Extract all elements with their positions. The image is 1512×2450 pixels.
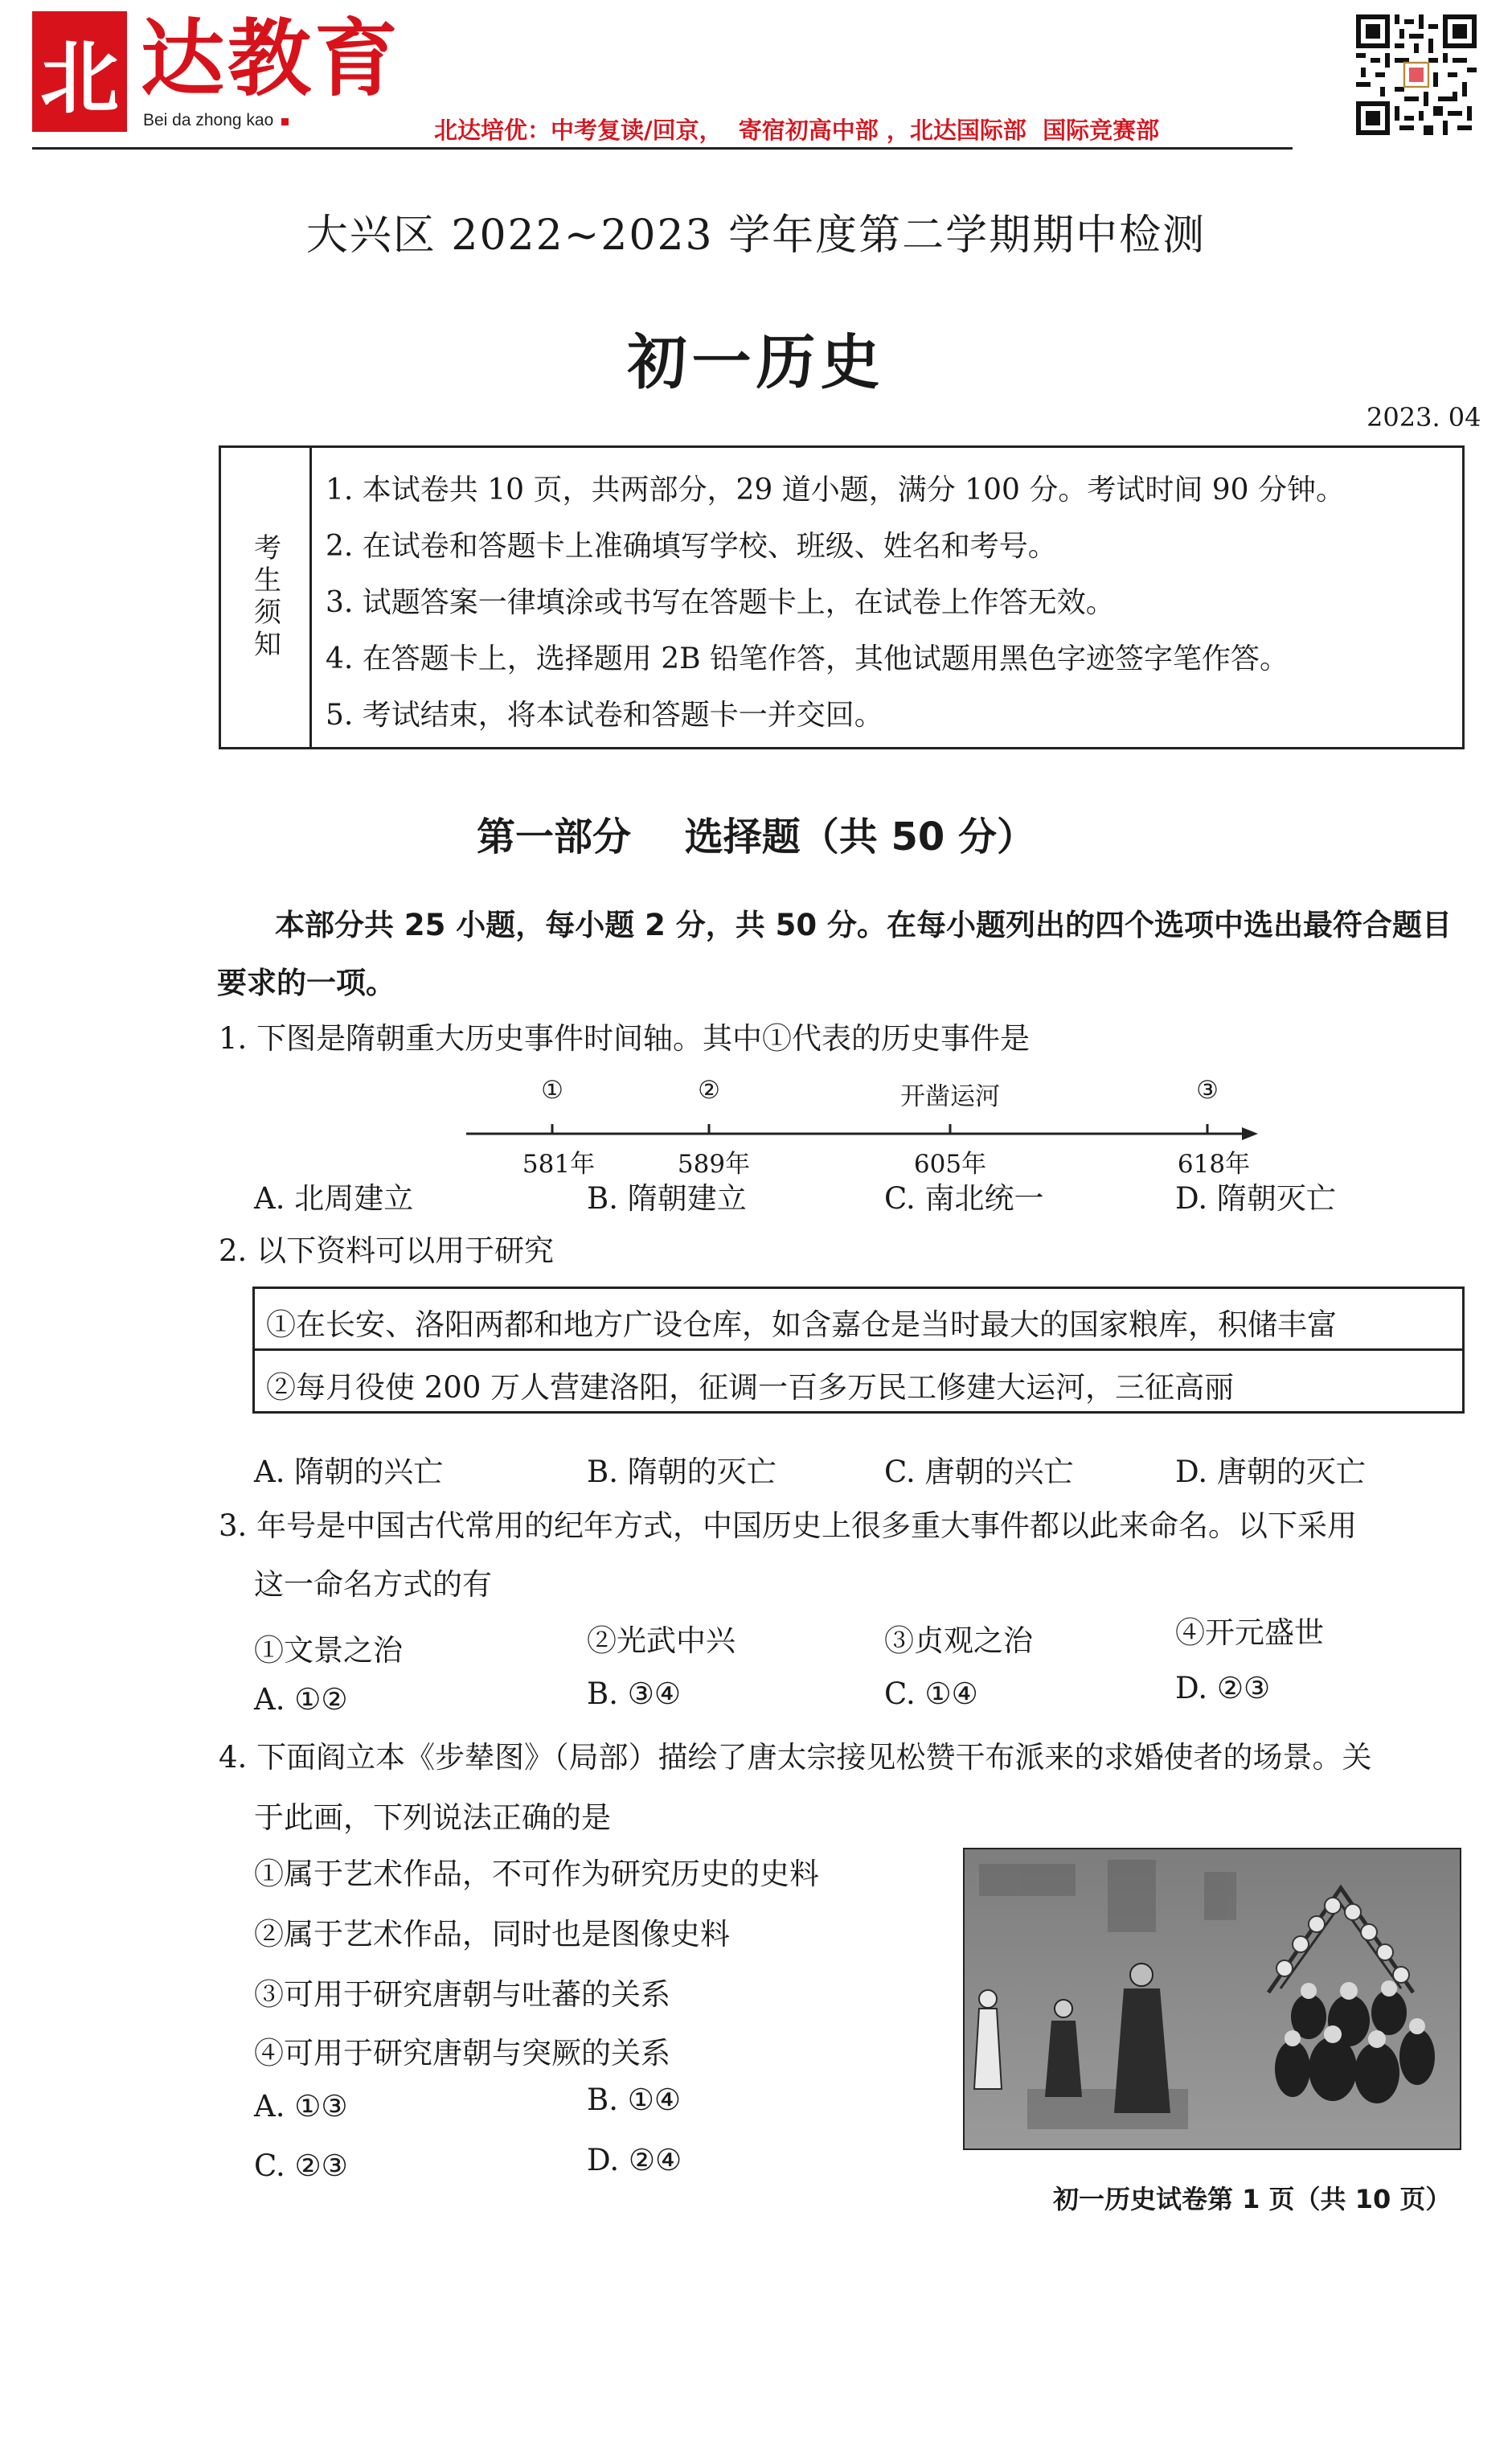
- q2-material: ②每月役使 200 万人营建洛阳，征调一百多万民工修建大运河，三征高丽: [266, 1370, 1235, 1405]
- exam-title: 大兴区 2022~2023 学年度第二学期期中检测: [305, 211, 1207, 260]
- q3-option-a[interactable]: A. ①②: [254, 1682, 348, 1717]
- qr-code-icon: [1356, 14, 1477, 135]
- q2-materials-box: [252, 1287, 1465, 1414]
- q1-option-d[interactable]: D. 隋朝灭亡: [1175, 1181, 1336, 1216]
- notice-item: 3. 试题答案一律填涂或书写在答题卡上，在试卷上作答无效。: [326, 586, 1115, 619]
- brand-pinyin-text: Bei da zhong kao: [143, 111, 274, 129]
- q1-option-c[interactable]: C. 南北统一: [884, 1181, 1044, 1216]
- question-4-stem: 4. 下面阎立本《步辇图》（局部）描绘了唐太宗接见松赞干布派来的求婚使者的场景。关: [219, 1740, 1372, 1775]
- subject-title: 初一历史: [627, 328, 885, 397]
- section-intro: 本部分共 25 小题，每小题 2 分，共 50 分。在每小题列出的四个选项中选出最符合题目要求的一项。: [217, 908, 1453, 1000]
- timeline-year: 581年: [522, 1150, 596, 1179]
- q4-statement: ④可用于研究唐朝与突厥的关系: [254, 2036, 670, 2070]
- timeline-label: 开凿运河: [900, 1082, 1000, 1111]
- q3-item: ③贞观之治: [884, 1623, 1033, 1658]
- notice-label: 考生须知: [248, 533, 281, 662]
- question-1-stem: 1. 下图是隋朝重大历史事件时间轴。其中①代表的历史事件是: [219, 1021, 1031, 1056]
- q4-option-a[interactable]: A. ①③: [254, 2089, 348, 2124]
- question-2-stem: 2. 以下资料可以用于研究: [219, 1233, 555, 1268]
- header-divider: [32, 147, 1293, 150]
- brand-logo-char: 北: [39, 32, 119, 125]
- notice-label-cell: [221, 448, 312, 747]
- q4-option-d[interactable]: D. ②④: [587, 2143, 682, 2177]
- q4-option-b[interactable]: B. ①④: [587, 2083, 682, 2117]
- painting-image: [963, 1848, 1461, 2150]
- materials-divider: [255, 1348, 1462, 1351]
- brand-dot: [281, 118, 289, 125]
- notice-box: [219, 445, 1465, 749]
- timeline-year: 618年: [1177, 1150, 1251, 1179]
- q3-option-c[interactable]: C. ①④: [884, 1676, 978, 1711]
- brand-logo-pinyin: [143, 111, 289, 130]
- timeline-year: 589年: [677, 1150, 751, 1179]
- notice-item: 2. 在试卷和答题卡上准确填写学校、班级、姓名和考号。: [326, 530, 1057, 563]
- brand-logo-mark: [32, 11, 127, 132]
- exam-date: 2023. 04: [1367, 402, 1481, 433]
- notice-item: 1. 本试卷共 10 页，共两部分，29 道小题，满分 100 分。考试时间 90 分钟。: [326, 474, 1346, 507]
- q4-statement: ①属于艺术作品，不可作为研究历史的史料: [254, 1857, 819, 1891]
- q4-statement: ③可用于研究唐朝与吐蕃的关系: [254, 1977, 670, 2012]
- q2-option-c[interactable]: C. 唐朝的兴亡: [884, 1455, 1074, 1489]
- q1-option-b[interactable]: B. 隋朝建立: [587, 1181, 747, 1216]
- timeline-label: ②: [698, 1076, 720, 1105]
- q2-option-a[interactable]: A. 隋朝的兴亡: [254, 1455, 444, 1489]
- section-title: 第一部分 选择题（共 50 分）: [476, 815, 1036, 860]
- q4-statement: ②属于艺术作品，同时也是图像史料: [254, 1917, 730, 1951]
- brand-logo-name: 达教育: [141, 9, 402, 108]
- q1-option-a[interactable]: A. 北周建立: [254, 1181, 414, 1216]
- q4-option-c[interactable]: C. ②③: [254, 2148, 348, 2183]
- question-3-stem-line2: 这一命名方式的有: [254, 1567, 492, 1602]
- notice-item: 5. 考试结束，将本试卷和答题卡一并交回。: [326, 699, 883, 732]
- q2-option-b[interactable]: B. 隋朝的灭亡: [587, 1455, 776, 1489]
- timeline-label: ①: [541, 1076, 563, 1105]
- q1-timeline: [450, 1069, 1262, 1182]
- notice-item: 4. 在答题卡上，选择题用 2B 铅笔作答，其他试题用黑色字迹签字笔作答。: [326, 642, 1289, 675]
- q2-option-d[interactable]: D. 唐朝的灭亡: [1175, 1455, 1366, 1489]
- question-3-stem: 3. 年号是中国古代常用的纪年方式，中国历史上很多重大事件都以此来命名。以下采用: [219, 1508, 1358, 1543]
- notice-list: [326, 462, 1446, 744]
- q3-item: ④开元盛世: [1175, 1615, 1324, 1650]
- q2-material: ①在长安、洛阳两都和地方广设仓库，如含嘉仓是当时最大的国家粮库，积储丰富: [266, 1307, 1337, 1342]
- brand-slogan: 北达培优：中考复读/回京， 寄宿初高中部 ，北达国际部 国际竞赛部: [434, 117, 1160, 144]
- page-footer: 初一历史试卷第 1 页（共 10 页）: [1053, 2184, 1452, 2214]
- question-4-stem-line2: 于此画，下列说法正确的是: [254, 1800, 611, 1835]
- q3-item: ①文景之治: [254, 1633, 403, 1668]
- timeline-year: 605年: [913, 1150, 987, 1179]
- q3-option-b[interactable]: B. ③④: [587, 1676, 682, 1711]
- q3-option-d[interactable]: D. ②③: [1175, 1671, 1271, 1705]
- q3-item: ②光武中兴: [587, 1623, 736, 1658]
- timeline-label: ③: [1196, 1076, 1219, 1105]
